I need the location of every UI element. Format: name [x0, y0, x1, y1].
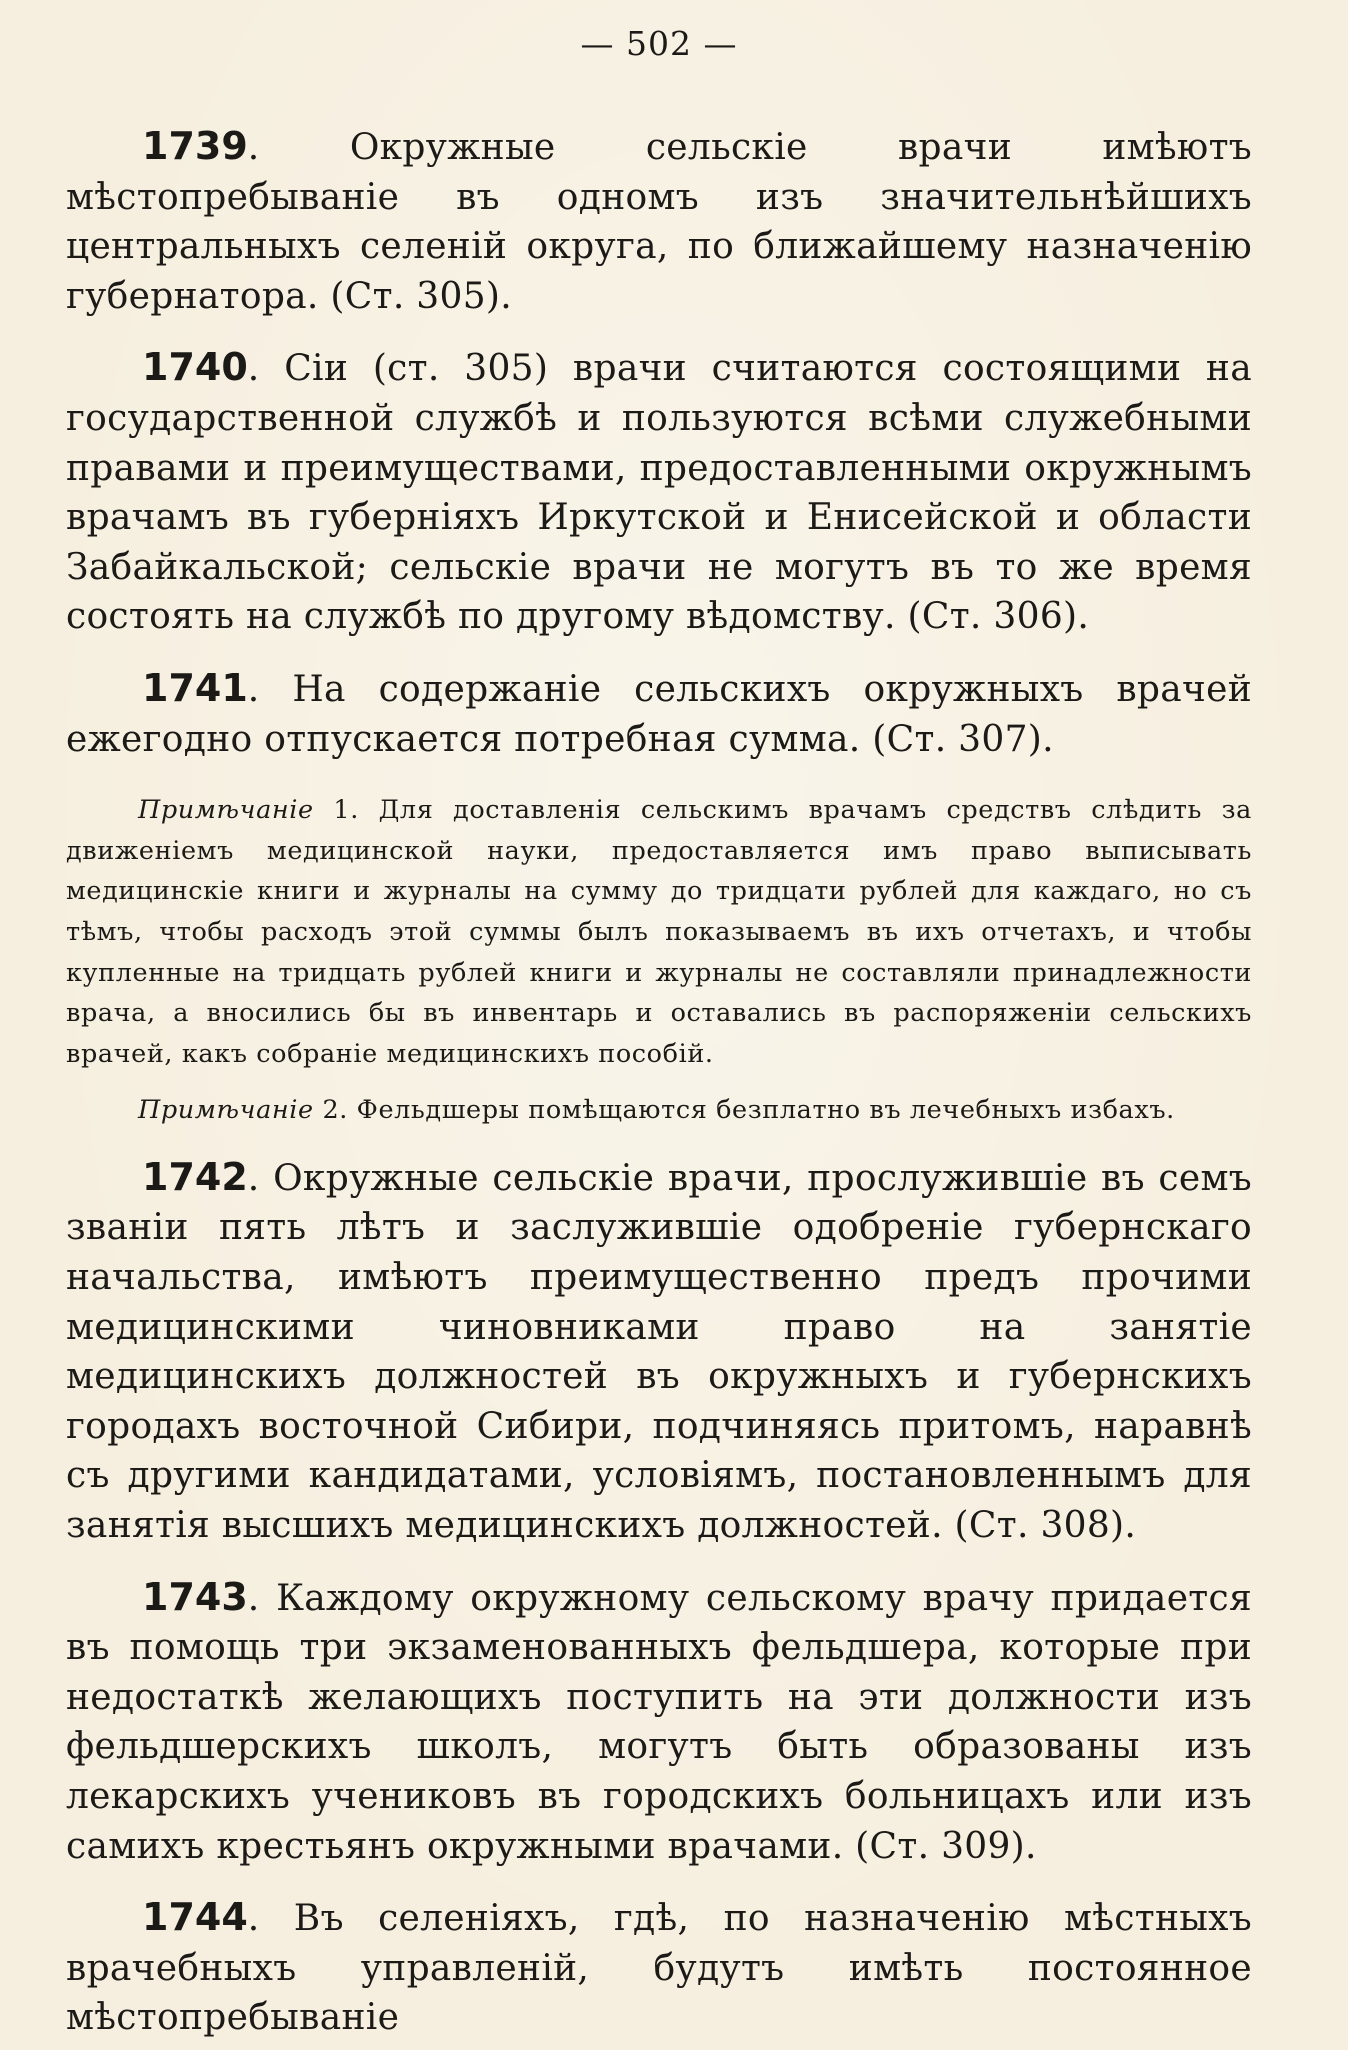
article-text: . На содержаніе сельскихъ окружныхъ врачей ежегодно отпускается потребная сумма. (Ст. 307). — [66, 668, 1252, 760]
page-number: — 502 — — [580, 24, 738, 63]
note-text: 1. Для доставленія сельскимъ врачамъ средствъ слѣдить за движеніемъ медицинской науки, предоставляется имъ право выписывать медицинскіе книги и журналы на сумму до тридцати рублей для каждаго, но съ тѣмъ, чтобы расходъ этой суммы былъ показываемъ въ ихъ отчетахъ, и чтобы купленные на тридцать рублей книги и журналы не составляли принадлежности врача, а вносились бы въ инвентарь и оставались въ распоряженіи сельскихъ врачей, какъ собраніе медицинскихъ пособій. — [66, 795, 1252, 1069]
note-2 — [66, 1090, 1252, 1131]
article-1739 — [66, 122, 1252, 321]
article-1741 — [66, 664, 1252, 764]
article-text: . Окружные сельскіе врачи, прослужившіе въ семъ званіи пять лѣтъ и заслужившіе одобреніе губернскаго начальства, имѣютъ преимущественно предъ прочими медицинскими чиновниками право на занятіе медицинскихъ должностей въ окружныхъ и губернскихъ городахъ восточной Сибири, подчиняясь притомъ, наравнѣ съ другими кандидатами, условіямъ, постановленнымъ для занятія высшихъ медицинскихъ должностей. (Ст. 308). — [66, 1157, 1252, 1547]
article-text: . Сіи (ст. 305) врачи считаются состоящими на государственной службѣ и пользуются всѣми служебными правами и преимуществами, предоставленными окружнымъ врачамъ въ губерніяхъ Иркутской и Енисейской и области Забайкальской; сельскіе врачи не могутъ въ то же время состоять на службѣ по другому вѣдомству. (Ст. 306). — [66, 348, 1252, 638]
note-1 — [66, 790, 1252, 1074]
note-text: 2. Фельдшеры помѣщаются безплатно въ лечебныхъ избахъ. — [313, 1095, 1175, 1126]
article-text: . Въ селеніяхъ, гдѣ, по назначенію мѣстныхъ врачебныхъ управленій, будутъ имѣть постоянное мѣстопребываніе — [66, 1898, 1252, 2039]
article-1742 — [66, 1153, 1252, 1551]
article-text: . Окружные сельскіе врачи имѣютъ мѣстопребываніе въ одномъ изъ значительнѣйшихъ центральныхъ селеній округа, по ближайшему назначенію губернатора. (Ст. 305). — [66, 127, 1252, 317]
article-number: 1740 — [142, 345, 248, 390]
article-text: . Каждому окружному сельскому врачу придается въ помощь три экзаменованныхъ фельдшера, которые при недостаткѣ желающихъ поступить на эти должности изъ фельдшерскихъ школъ, могутъ быть образованы изъ лекарскихъ учениковъ въ городскихъ больницахъ или изъ самихъ крестьянъ окружными врачами. (Ст. 309). — [66, 1577, 1252, 1867]
article-number: 1744 — [142, 1895, 248, 1940]
note-label: Примѣчаніе — [138, 1095, 314, 1126]
article-number: 1739 — [142, 124, 248, 168]
article-1743 — [66, 1573, 1252, 1872]
article-1740 — [66, 343, 1252, 642]
article-number: 1743 — [142, 1574, 248, 1619]
article-1744 — [66, 1893, 1252, 2043]
article-number: 1741 — [142, 665, 248, 710]
note-label: Примѣчаніе — [138, 795, 314, 826]
article-number: 1742 — [142, 1154, 248, 1199]
